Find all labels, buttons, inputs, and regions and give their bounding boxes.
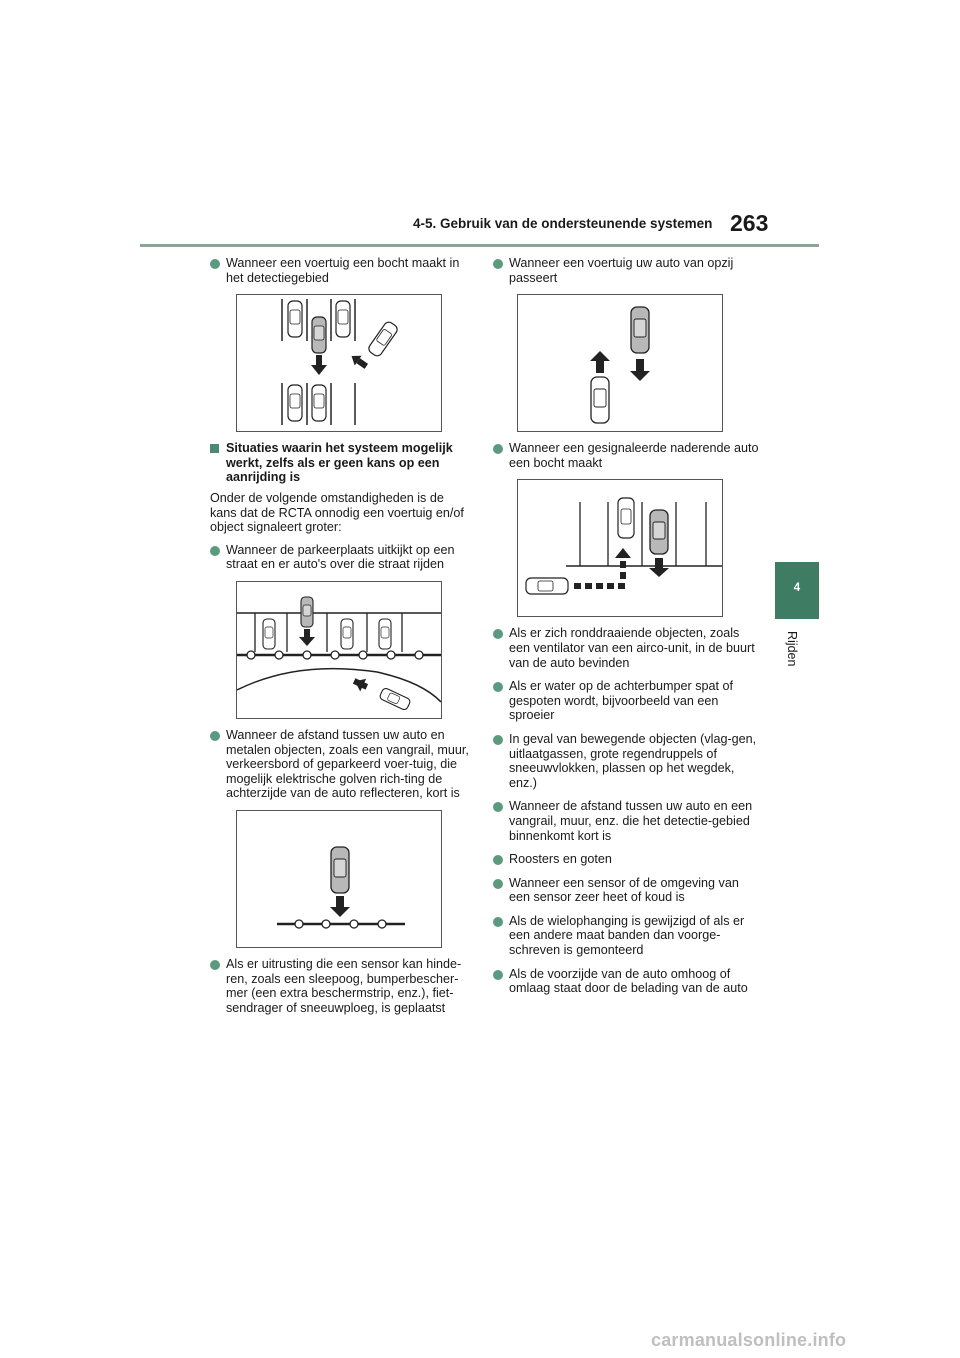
- bullet-icon: [210, 731, 220, 741]
- illustration-parking-street: [236, 581, 442, 719]
- list-item: Roosters en goten: [493, 852, 763, 867]
- bullet-icon: [493, 970, 503, 980]
- section-title: 4-5. Gebruik van de ondersteunende systemen: [413, 216, 713, 231]
- list-item: Wanneer de afstand tussen uw auto en een vangrail, muur, enz. die het detectie-gebied binnenkomt kort is: [493, 799, 763, 843]
- bullet-icon: [493, 629, 503, 639]
- chapter-tab[interactable]: [775, 562, 819, 619]
- page-number: 263: [730, 210, 769, 236]
- illustration-approaching-turn: [517, 479, 723, 617]
- bullet-icon: [210, 259, 220, 269]
- bullet-icon: [493, 879, 503, 889]
- right-column: [493, 256, 763, 1005]
- list-item: Als de voorzijde van de auto omhoog of omlaag staat door de belading van de auto: [493, 967, 763, 996]
- bullet-icon: [210, 546, 220, 556]
- list-item: Wanneer een voertuig een bocht maakt in het detectiegebied: [210, 256, 472, 285]
- list-item: Wanneer de parkeerplaats uitkijkt op een straat en er auto's over die straat rijden: [210, 543, 472, 572]
- bullet-icon: [493, 855, 503, 865]
- left-column: [210, 256, 472, 1024]
- list-item: Als er water op de achterbumper spat of gespoten wordt, bijvoorbeeld van een sproeier: [493, 679, 763, 723]
- bullet-icon: [493, 444, 503, 454]
- bullet-icon: [210, 960, 220, 970]
- chapter-tab-number: 4: [793, 582, 801, 594]
- bullet-icon: [493, 802, 503, 812]
- intro-paragraph: Onder de volgende omstandigheden is de kans dat de RCTA onnodig een voertuig en/of object signaleert groter:: [210, 490, 464, 535]
- list-item: Als er uitrusting die een sensor kan hinde-ren, zoals een sleepoog, bumperbescher-mer (een extra beschermstrip, enz.), fiet-sendrager of sneeuwploeg, is geplaatst: [210, 957, 472, 1015]
- header-divider: [140, 244, 819, 247]
- list-item: Wanneer een sensor of de omgeving van een sensor zeer heet of koud is: [493, 876, 763, 905]
- list-item: Als de wielophanging is gewijzigd of als er een andere maat banden dan voorge-schreven is gemonteerd: [493, 914, 763, 958]
- bullet-icon: [493, 735, 503, 745]
- list-item: Wanneer een gesignaleerde naderende auto een bocht maakt: [493, 441, 763, 470]
- list-item: In geval van bewegende objecten (vlag-gen, uitlaatgassen, grote regendruppels of sneeuwvlokken, plassen op het wegdek, enz.): [493, 732, 763, 790]
- list-item: Wanneer een voertuig uw auto van opzij passeert: [493, 256, 763, 285]
- list-item: Wanneer de afstand tussen uw auto en metalen objecten, zoals een vangrail, muur, verkeersbord of geparkeerd voer-tuig, die mogelijk elektrische golven rich-ting de achterzijde van de auto reflecteren, kort is: [210, 728, 472, 801]
- illustration-metal-object: [236, 810, 442, 948]
- illustration-turning-vehicle: [236, 294, 442, 432]
- site-logo[interactable]: carmanualsonline.info: [651, 1330, 847, 1350]
- list-item: Als er zich ronddraaiende objecten, zoals een ventilator van een airco-unit, in de buurt van de auto bevinden: [493, 626, 763, 670]
- heading-marker-icon: [210, 444, 219, 453]
- illustration-passing-vehicle: [517, 294, 723, 432]
- bullet-icon: [493, 682, 503, 692]
- chapter-tab-label: Rijden: [785, 631, 799, 667]
- bullet-icon: [493, 917, 503, 927]
- bullet-icon: [493, 259, 503, 269]
- section-heading: Situaties waarin het systeem mogelijk werkt, zelfs als er geen kans op een aanrijding is: [210, 441, 472, 485]
